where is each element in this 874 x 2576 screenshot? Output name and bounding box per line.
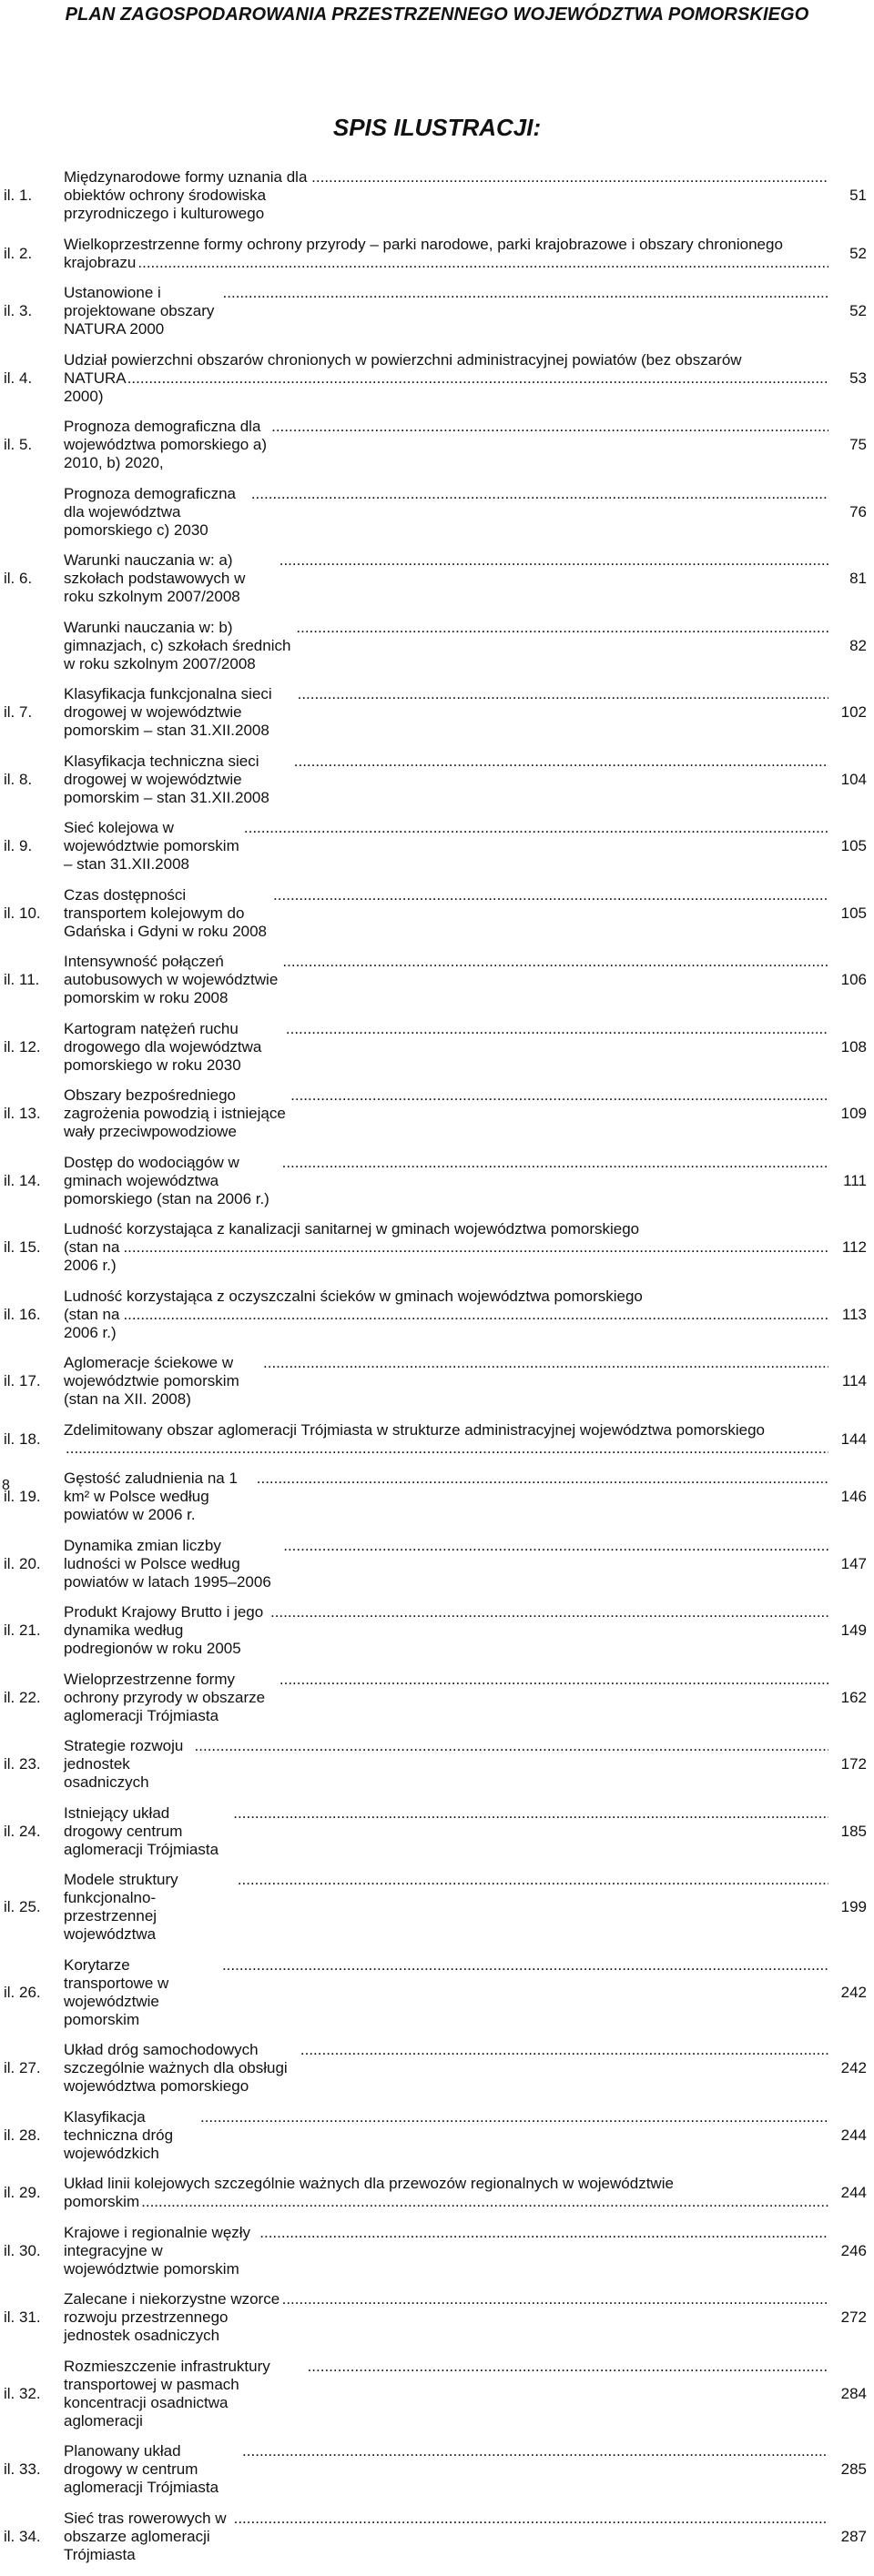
entry-page-number: 244 — [840, 2126, 867, 2144]
toc-entry — [4, 953, 867, 1007]
entry-title — [64, 1154, 828, 1208]
entry-title-text: Istniejący układ drogowy centrum aglomeracji Trójmiasta — [64, 1803, 219, 1858]
entry-page-number: 109 — [840, 1105, 867, 1122]
entry-page-number: 244 — [840, 2184, 867, 2201]
entry-page-number: 82 — [849, 636, 867, 654]
entry-title-text: krajobrazu — [64, 253, 137, 271]
entry-page-number: 285 — [840, 2460, 867, 2478]
entry-title-line — [64, 1238, 828, 1275]
entry-title-text: Strategie rozwoju jednostek osadniczych — [64, 1737, 184, 1791]
dot-leader — [298, 685, 828, 703]
entry-number: il. 10. — [4, 904, 41, 922]
toc-entry — [4, 1603, 867, 1658]
entry-title — [64, 2358, 828, 2430]
entry-title — [64, 1220, 828, 1275]
entry-page-number: 102 — [840, 703, 867, 721]
entry-title — [64, 1470, 828, 1524]
entry-title — [64, 1288, 828, 1342]
toc-entry — [4, 1871, 867, 1944]
entry-title — [64, 551, 828, 606]
entry-title-text: Wielkoprzestrzenne formy ochrony przyrody – parki narodowe, parki krajobrazowe i obszary chronionego — [64, 235, 783, 253]
entry-title-line — [64, 284, 828, 338]
entry-title-text: Klasyfikacja funkcjonalna sieci drogowej w województwie pomorskim – stan 31.XII.2008 — [64, 685, 272, 739]
toc-entry — [4, 2358, 867, 2430]
entry-title-line — [64, 369, 828, 406]
toc-entry — [4, 1956, 867, 2029]
entry-title — [64, 2510, 828, 2564]
entry-title-line — [64, 2290, 828, 2345]
entry-number: il. 11. — [4, 971, 40, 988]
dot-leader — [123, 1238, 828, 1257]
entry-number: il. 29. — [4, 2184, 41, 2201]
entry-title-line — [64, 1871, 828, 1944]
entry-title-text: Układ linii kolejowych szczególnie ważnych dla przewozów regionalnych w województwie — [64, 2175, 674, 2192]
entry-title — [64, 284, 828, 338]
entry-title-line — [64, 1470, 828, 1524]
entry-title — [64, 685, 828, 740]
entry-page-number: 146 — [840, 1488, 867, 1505]
entry-number: il. 1. — [4, 187, 33, 204]
entry-title-line — [64, 1306, 828, 1342]
entry-title — [64, 1354, 828, 1409]
entry-title — [64, 2224, 828, 2278]
entry-number: il. 13. — [4, 1105, 41, 1122]
dot-leader — [137, 254, 828, 272]
entry-title-line — [64, 236, 828, 254]
entry-title — [64, 1737, 828, 1792]
entry-number: il. 6. — [4, 570, 33, 587]
toc-entry — [4, 351, 867, 406]
toc-entry — [4, 168, 867, 223]
entry-title-line — [64, 953, 828, 1007]
entry-title-line — [64, 753, 828, 807]
toc-entry — [4, 886, 867, 941]
dot-leader — [300, 2041, 828, 2059]
entry-title-text: Obszary bezpośredniego zagrożenia powodzią i istniejące wały przeciwpowodziowe — [64, 1086, 286, 1140]
dot-leader — [286, 1020, 828, 1038]
dot-leader — [141, 2193, 828, 2211]
entry-title-line — [64, 2224, 828, 2278]
entry-number: il. 8. — [4, 770, 33, 788]
dot-leader — [234, 2510, 828, 2528]
entry-page-number: 272 — [840, 2308, 867, 2326]
entry-title-line — [64, 1354, 828, 1409]
entry-title-line — [64, 1086, 828, 1141]
entry-title-line — [64, 1737, 828, 1792]
entry-title-line — [64, 1671, 828, 1725]
entry-title-line — [64, 351, 828, 369]
entry-title-text: Wieloprzestrzenne formy ochrony przyrody w obszarze aglomeracji Trójmiasta — [64, 1670, 266, 1724]
entry-page-number: 113 — [841, 1305, 867, 1323]
toc-entry — [4, 2175, 867, 2211]
dot-leader — [263, 1354, 828, 1372]
entry-title-text: NATURA 2000) — [64, 369, 126, 405]
entry-page-number: 185 — [840, 1822, 867, 1840]
entry-title — [64, 619, 828, 673]
toc-entry — [4, 1421, 867, 1458]
entry-title-line — [64, 2193, 828, 2211]
dot-leader — [282, 953, 828, 971]
entry-title-line — [64, 2358, 828, 2430]
entry-title-text: Zalecane i niekorzystne wzorce rozwoju przestrzennego jednostek osadniczych — [64, 2290, 280, 2344]
dot-leader — [294, 753, 828, 771]
entry-title-text: Klasyfikacja techniczna dróg wojewódzkich — [64, 2107, 174, 2162]
entry-number: il. 26. — [4, 1983, 41, 2001]
toc-entry — [4, 2108, 867, 2163]
toc-entry — [4, 2442, 867, 2497]
dot-leader — [66, 1440, 828, 1458]
entry-title-line — [64, 2108, 828, 2163]
entry-title-text: (stan na 2006 r.) — [64, 1305, 120, 1341]
entry-number: il. 27. — [4, 2059, 41, 2076]
entry-page-number: 144 — [840, 1429, 867, 1448]
dot-leader — [257, 1470, 828, 1488]
entry-page-number: 75 — [849, 436, 867, 453]
entry-number: il. 34. — [4, 2527, 41, 2545]
entry-number: il. 17. — [4, 1372, 41, 1389]
entry-number: il. 14. — [4, 1171, 41, 1189]
entry-number: il. 5. — [4, 436, 33, 453]
entry-page-number: 246 — [840, 2241, 867, 2259]
dot-leader — [244, 819, 828, 837]
entry-page-number: 51 — [849, 187, 867, 204]
entry-title — [64, 886, 828, 941]
entry-title — [64, 168, 828, 223]
entry-title — [64, 953, 828, 1007]
entry-title-line — [64, 1537, 828, 1591]
entry-title-text: Ludność korzystająca z kanalizacji sanitarnej w gminach województwa pomorskiego — [64, 1220, 640, 1237]
toc-entry — [4, 418, 867, 472]
entry-title — [64, 418, 828, 472]
entry-title — [64, 1603, 828, 1658]
entry-title — [64, 2041, 828, 2096]
entry-number: il. 32. — [4, 2384, 41, 2402]
entry-title-line — [64, 1956, 828, 2029]
dot-leader — [223, 284, 828, 302]
entry-title-text: Warunki nauczania w: b) gimnazjach, c) szkołach średnich w roku szkolnym 2007/2008 — [64, 618, 291, 672]
entry-page-number: 287 — [840, 2527, 867, 2545]
toc-entry — [4, 1671, 867, 1725]
entry-title-line — [64, 168, 828, 223]
dot-leader — [233, 1804, 828, 1823]
running-header: PLAN ZAGOSPODAROWANIA PRZESTRZENNEGO WOJEWÓDZTWA POMORSKIEGO — [65, 5, 809, 25]
toc-entry — [4, 619, 867, 673]
toc-entry — [4, 1086, 867, 1141]
entry-title-text: Krajowe i regionalnie węzły integracyjne w województwie pomorskim — [64, 2223, 251, 2278]
illustrations-list — [4, 168, 867, 2576]
entry-number: il. 30. — [4, 2241, 41, 2259]
toc-entry — [4, 753, 867, 807]
toc-entry — [4, 551, 867, 606]
entry-title — [64, 1421, 828, 1458]
entry-title — [64, 2108, 828, 2163]
dot-leader — [259, 2224, 828, 2242]
entry-title — [64, 236, 828, 272]
entry-page-number: 114 — [841, 1372, 867, 1389]
dot-leader — [242, 2442, 828, 2460]
entry-title-text: pomorskim — [64, 2193, 140, 2210]
toc-entry — [4, 819, 867, 874]
entry-title — [64, 1020, 828, 1075]
entry-title-text: Układ dróg samochodowych szczególnie ważnych dla obsługi województwa pomorskiego — [64, 2041, 288, 2095]
toc-entry — [4, 284, 867, 338]
entry-page-number: 162 — [840, 1688, 867, 1706]
toc-entry — [4, 1220, 867, 1275]
entry-page-number: 76 — [849, 502, 867, 520]
entry-title-text: (stan na 2006 r.) — [64, 1238, 120, 1274]
dot-leader — [282, 2290, 828, 2308]
entry-number: il. 24. — [4, 1822, 41, 1840]
entry-page-number: 105 — [840, 837, 867, 854]
entry-title-line — [64, 819, 828, 874]
toc-entry — [4, 1288, 867, 1342]
entry-title-line — [64, 619, 828, 673]
entry-title — [64, 2290, 828, 2345]
entry-page-number: 108 — [840, 1037, 867, 1056]
entry-title — [64, 351, 828, 406]
entry-page-number: 105 — [840, 904, 867, 922]
entry-title-line — [64, 1440, 828, 1458]
toc-entry — [4, 1470, 867, 1524]
entry-number: il. 12. — [4, 1037, 41, 1056]
entry-title — [64, 1804, 828, 1859]
entry-page-number: 104 — [840, 770, 867, 788]
toc-entry — [4, 685, 867, 740]
dot-leader — [271, 418, 828, 436]
entry-number: il. 19. — [4, 1488, 41, 1505]
entry-title — [64, 1956, 828, 2029]
entry-number: il. 3. — [4, 302, 33, 319]
toc-entry — [4, 1154, 867, 1208]
entry-page-number: 242 — [840, 2059, 867, 2076]
toc-entry — [4, 1804, 867, 1859]
entry-title — [64, 753, 828, 807]
dot-leader — [296, 619, 828, 637]
dot-leader — [279, 1671, 828, 1689]
entry-number: il. 28. — [4, 2126, 41, 2144]
entry-number: il. 9. — [4, 837, 33, 854]
entry-title-text: Aglomeracje ściekowe w województwie pomorskim (stan na XII. 2008) — [64, 1354, 239, 1408]
dot-leader — [195, 1737, 828, 1755]
entry-title-line — [64, 418, 828, 472]
entry-title-text: Intensywność połączeń autobusowych w województwie pomorskim w roku 2008 — [64, 953, 279, 1006]
toc-entry — [4, 236, 867, 272]
toc-entry — [4, 485, 867, 540]
entry-number: il. 25. — [4, 1898, 41, 1915]
toc-entry — [4, 2224, 867, 2278]
entry-page-number: 53 — [849, 369, 867, 387]
dot-leader — [279, 551, 828, 570]
toc-entry — [4, 1737, 867, 1792]
entry-title-text: Gęstość zaludnienia na 1 km² w Polsce według powiatów w 2006 r. — [64, 1470, 238, 1523]
entry-title-text: Dostęp do wodociągów w gminach województwa pomorskiego (stan na 2006 r.) — [64, 1153, 269, 1207]
entry-page-number: 242 — [840, 1983, 867, 2001]
dot-leader — [222, 1956, 828, 1975]
entry-page-number: 111 — [843, 1171, 867, 1189]
entry-number: il. 16. — [4, 1305, 41, 1323]
entry-title-text: Planowany układ drogowy w centrum aglomeracji Trójmiasta — [64, 2442, 219, 2496]
entry-page-number: 284 — [840, 2384, 867, 2402]
entry-title-text: Prognoza demograficzna dla województwa pomorskiego a) 2010, b) 2020, — [64, 418, 267, 471]
dot-leader — [282, 1154, 828, 1172]
entry-page-number: 199 — [840, 1898, 867, 1915]
entry-number: il. 31. — [4, 2308, 41, 2326]
entry-number: il. 21. — [4, 1621, 41, 1639]
entry-title — [64, 819, 828, 874]
dot-leader — [308, 2358, 828, 2376]
entry-title-text: Zdelimitowany obszar aglomeracji Trójmiasta w strukturze administracyjnej województwa pomorskiego — [64, 1420, 766, 1439]
dot-leader — [127, 369, 828, 388]
entry-title — [64, 1671, 828, 1725]
toc-entry — [4, 2510, 867, 2564]
entry-number: il. 22. — [4, 1688, 41, 1706]
dot-leader — [290, 1086, 828, 1105]
toc-entry — [4, 1354, 867, 1409]
dot-leader — [273, 886, 828, 904]
entry-title-line — [64, 551, 828, 606]
entry-number: il. 33. — [4, 2460, 41, 2478]
entry-title-line — [64, 2510, 828, 2564]
toc-entry — [4, 1020, 867, 1075]
dot-leader — [311, 168, 828, 187]
toc-entry — [4, 1537, 867, 1591]
entry-number: il. 4. — [4, 369, 33, 387]
entry-page-number: 112 — [841, 1238, 867, 1256]
entry-title-line — [64, 2442, 828, 2497]
entry-title-text: Klasyfikacja techniczna sieci drogowej w województwie pomorskim – stan 31.XII.2008 — [64, 752, 269, 806]
entry-number: il. 2. — [4, 244, 33, 262]
entry-title-text: Sieć kolejowa w województwie pomorskim – stan 31.XII.2008 — [64, 819, 239, 873]
entry-title-text: Sieć tras rowerowych w obszarze aglomeracji Trójmiasta — [64, 2509, 227, 2563]
entry-page-number: 149 — [840, 1621, 867, 1639]
dot-leader — [200, 2108, 828, 2126]
entry-page-number: 106 — [840, 971, 867, 988]
entry-title-line — [64, 1603, 828, 1658]
entry-title — [64, 1537, 828, 1591]
dot-leader — [283, 1537, 828, 1555]
entry-title-line — [64, 1220, 828, 1238]
entry-title-line — [64, 1154, 828, 1208]
page-number: 8 — [2, 1478, 10, 1493]
entry-title-text: Dynamika zmian liczby ludności w Polsce według powiatów w latach 1995–2006 — [64, 1536, 271, 1591]
toc-entry — [4, 2041, 867, 2096]
toc-entry — [4, 2290, 867, 2345]
entry-title-line — [64, 1288, 828, 1306]
entry-title — [64, 485, 828, 540]
entry-title — [64, 2175, 828, 2211]
entry-page-number: 172 — [840, 1755, 867, 1773]
entry-number: il. 18. — [4, 1429, 41, 1448]
entry-title-text: Udział powierzchni obszarów chronionych w powierzchni administracyjnej powiatów (bez obszarów — [64, 350, 742, 369]
entry-title-text: Produkt Krajowy Brutto i jego dynamika według podregionów w roku 2005 — [64, 1603, 264, 1657]
entry-title-line — [64, 2041, 828, 2096]
entry-title-text: Czas dostępności transportem kolejowym do Gdańska i Gdyni w roku 2008 — [64, 885, 268, 940]
entry-title-text: Ustanowione i projektowane obszary NATURA 2000 — [64, 284, 215, 338]
entry-title-line — [64, 254, 828, 272]
entry-page-number: 81 — [849, 570, 867, 587]
entry-title-text: Prognoza demograficzna dla województwa pomorskiego c) 2030 — [64, 484, 237, 539]
entry-number: il. 7. — [4, 703, 33, 721]
dot-leader — [251, 485, 828, 503]
entry-page-number: 147 — [840, 1554, 867, 1572]
entry-page-number: 52 — [849, 244, 867, 262]
entry-title-line — [64, 2175, 828, 2193]
entry-number: il. 15. — [4, 1238, 41, 1256]
entry-title-line — [64, 1804, 828, 1859]
entry-title — [64, 2442, 828, 2497]
entry-title-text: Warunki nauczania w: a) szkołach podstawowych w roku szkolnym 2007/2008 — [64, 551, 246, 605]
page-title: SPIS ILUSTRACJI: — [332, 114, 542, 141]
entry-title-line — [64, 1020, 828, 1075]
entry-title-text: Ludność korzystająca z oczyszczalni ścieków w gminach województwa pomorskiego — [64, 1287, 643, 1305]
entry-title — [64, 1871, 828, 1944]
entry-title-text: Korytarze transportowe w województwie pomorskim — [64, 1955, 169, 2028]
entry-title-line — [64, 886, 828, 941]
entry-title-text: Międzynarodowe formy uznania dla obiektów ochrony środowiska przyrodniczego i kulturowego — [64, 168, 308, 222]
entry-number: il. 23. — [4, 1755, 41, 1773]
dot-leader — [123, 1306, 828, 1324]
entry-page-number: 52 — [849, 302, 867, 319]
entry-title-line — [64, 1421, 828, 1440]
entry-title-text: Kartogram natężeń ruchu drogowego dla województwa pomorskiego w roku 2030 — [64, 1019, 262, 1074]
entry-title-text: Modele struktury funkcjonalno-przestrzennej województwa — [64, 1871, 178, 1943]
entry-number: il. 20. — [4, 1554, 41, 1572]
dot-leader — [270, 1603, 828, 1621]
entry-title-line — [64, 485, 828, 540]
entry-title — [64, 1086, 828, 1141]
dot-leader — [238, 1871, 828, 1889]
entry-title-text: Rozmieszczenie infrastruktury transportowej w pasmach koncentracji osadnictwa aglomeracji — [64, 2357, 270, 2430]
entry-title-line — [64, 685, 828, 740]
